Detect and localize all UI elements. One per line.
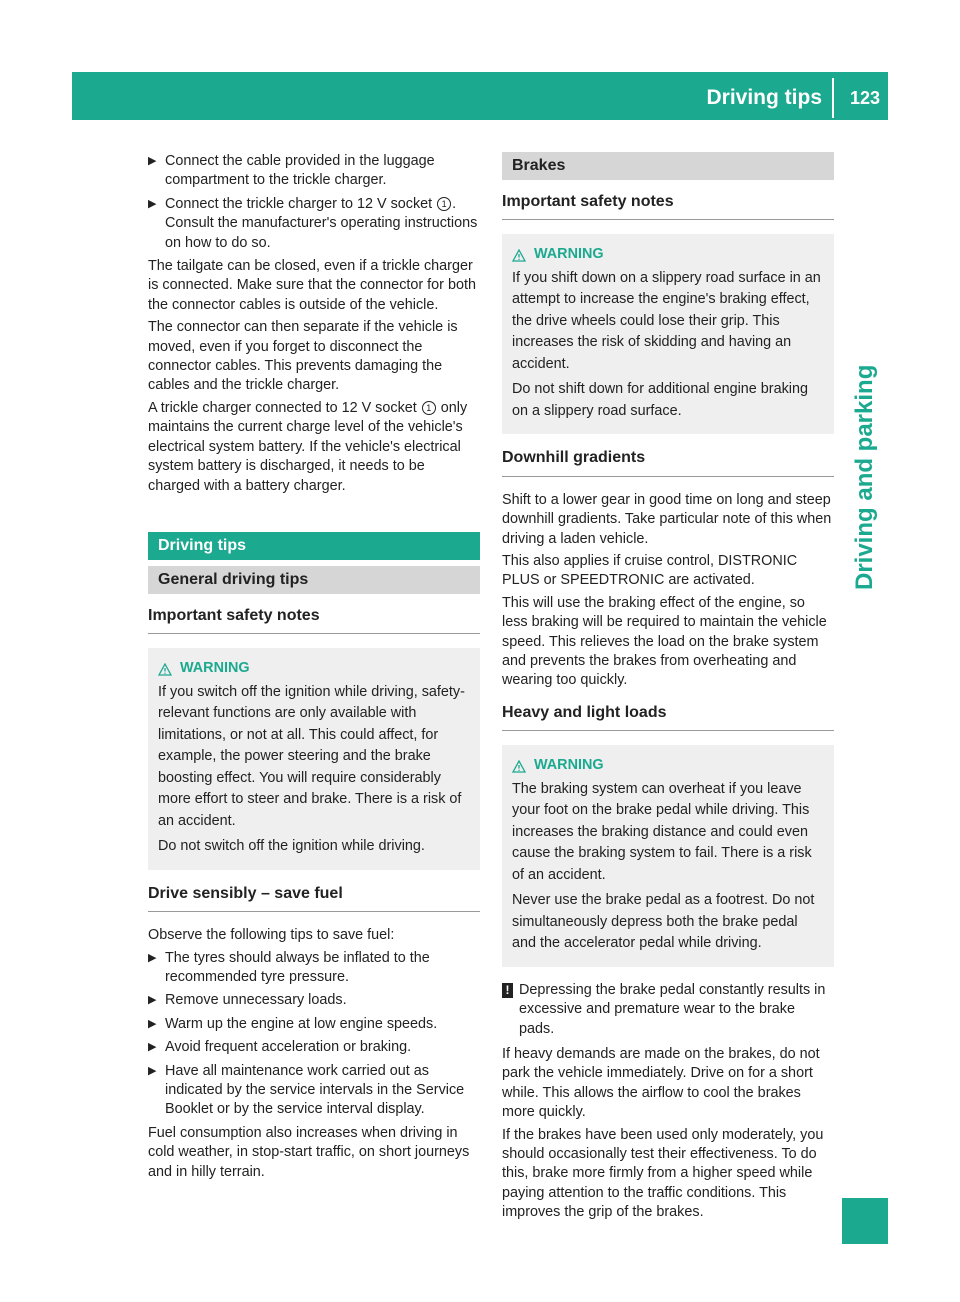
warning-text: Do not shift down for additional engine braking on a slippery road surface. [512, 381, 808, 419]
header-divider [832, 78, 834, 118]
side-tab-marker [842, 1198, 888, 1244]
list-item: ▶ Warm up the engine at low engine speeds. [148, 1015, 438, 1032]
subsection-title: Brakes [502, 152, 834, 180]
warning-box [502, 234, 834, 434]
socket-callout-icon: 1 [437, 197, 451, 211]
heading: Downhill gradients [502, 448, 834, 476]
arrow-right-icon: ▶ [148, 155, 157, 167]
paragraph: Shift to a lower gear in good time on long and steep downhill gradients. Take particular note of this when driving a laden vehicle. [502, 491, 832, 547]
arrow-right-icon: ▶ [148, 1064, 157, 1077]
paragraph: Fuel consumption also increases when driving in cold weather, in stop-start traffic, on short journeys and in hilly terrain. [148, 1124, 470, 1180]
list-item: ▶ Connect the cable provided in the luggage compartment to the trickle charger. [148, 153, 435, 189]
warning-triangle-icon [158, 663, 172, 676]
warning-text: If you switch off the ignition while driving, safety-relevant functions are only available with limitations, or not at all. This could affect, for example, the power steering and the brake boosting effect. You will require considerably more effort to steer and brake. There is a risk of an accident. [158, 683, 465, 829]
arrow-right-icon: ▶ [148, 994, 157, 1007]
exclamation-icon: ! [502, 983, 513, 998]
list-item: ▶ Remove unnecessary loads. [148, 992, 347, 1009]
note: ! Depressing the brake pedal constantly results in excessive and premature wear to the brake pads. [502, 981, 834, 1039]
warning-title: WARNING [512, 755, 824, 777]
list-item: ▶ Connect the trickle charger to 12 V socket 1 . Consult the manufacturer's operating instructions on how to do so. [148, 195, 478, 251]
arrow-right-icon: ▶ [148, 1041, 157, 1054]
subsection-title: General driving tips [148, 566, 480, 594]
left-column [148, 152, 480, 1185]
list-item: ▶ Have all maintenance work carried out as indicated by the service intervals in the Service Booklet or by the service interval display. [148, 1062, 465, 1118]
warning-box [148, 648, 480, 870]
section-title: Driving tips [148, 532, 480, 560]
header-title: Driving tips [706, 86, 822, 109]
warning-text: Do not switch off the ignition while driving. [158, 838, 425, 855]
warning-title: WARNING [158, 658, 470, 680]
warning-box [502, 745, 834, 967]
paragraph: This will use the braking effect of the engine, so less braking will be required to maintain the vehicle speed. This relieves the load on the brake system and prevents the brakes from overheating and wearing too quickly. [502, 594, 827, 689]
heading: Important safety notes [502, 192, 834, 220]
paragraph: Observe the following tips to save fuel: [148, 927, 395, 944]
warning-text: If you shift down on a slippery road surface in an attempt to increase the engine's braking effect, the drive wheels could lose their grip. This increases the risk of skidding and having an accident. [512, 269, 821, 372]
warning-text: The braking system can overheat if you leave your foot on the brake pedal while driving. This increases the braking distance and could even cause the braking system to fail. There is a risk of an accident. [512, 780, 812, 883]
heading: Drive sensibly – save fuel [148, 884, 480, 912]
paragraph: The tailgate can be closed, even if a trickle charger is connected. Make sure that the connector for both the connector cables is outside of the vehicle. [148, 258, 476, 313]
paragraph: A trickle charger connected to 12 V socket 1 only maintains the current charge level of the vehicle's electrical system battery. If the vehicle's electrical system battery is discharged, it needs to be charged with a battery charger. [148, 399, 468, 494]
heading: Heavy and light loads [502, 703, 834, 731]
warning-triangle-icon [512, 249, 526, 262]
warning-title: WARNING [512, 244, 824, 266]
paragraph: If heavy demands are made on the brakes, do not park the vehicle immediately. Drive on for a short while. This allows the airflow to cool the brakes more quickly. [502, 1046, 820, 1121]
arrow-right-icon: ▶ [148, 1017, 157, 1030]
list-item: ▶ Avoid frequent acceleration or braking. [148, 1039, 412, 1056]
paragraph: The connector can then separate if the vehicle is moved, even if you forget to disconnect the connector cables. This prevents damaging the cables and the trickle charger. [148, 319, 458, 394]
arrow-right-icon: ▶ [148, 951, 157, 964]
warning-text: Never use the brake pedal as a footrest. Do not simultaneously depress both the brake pedal and the accelerator pedal while driving. [512, 892, 815, 952]
right-column [502, 152, 834, 1226]
paragraph: This also applies if cruise control, DISTRONIC PLUS or SPEEDTRONIC are activated. [502, 553, 798, 589]
list-item: ▶ The tyres should always be inflated to the recommended tyre pressure. [148, 949, 430, 986]
side-tab-label: Driving and parking [851, 364, 878, 590]
arrow-right-icon: ▶ [148, 197, 157, 210]
heading: Important safety notes [148, 606, 480, 634]
socket-callout-icon: 1 [422, 401, 436, 415]
header-bar [72, 72, 888, 120]
warning-triangle-icon [512, 760, 526, 773]
page-number: 123 [849, 88, 880, 108]
paragraph: If the brakes have been used only moderately, you should occasionally test their effectiveness. To do this, brake more firmly from a higher speed while paying attention to the traffic conditions. This improves the grip of the brakes. [502, 1126, 824, 1221]
